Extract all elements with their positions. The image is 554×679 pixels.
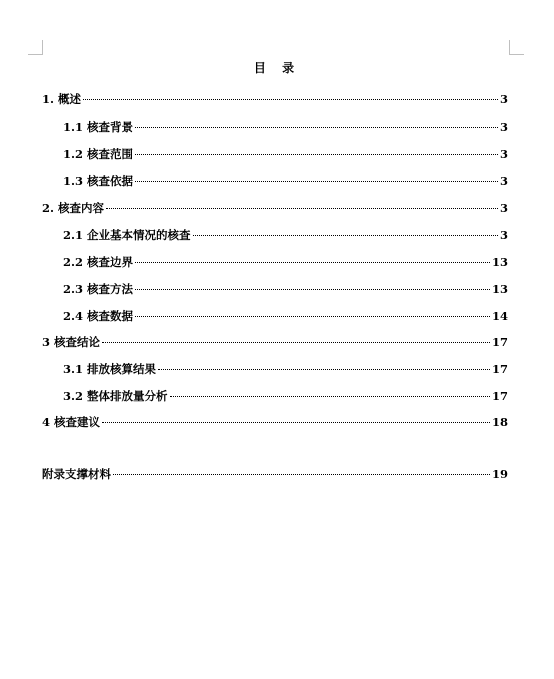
toc-entry-text: 3 核查结论 [42,335,101,349]
toc-page-number: 18 [491,415,508,429]
toc-dot-leader [135,289,490,290]
toc-entry-text: 1.3 核查依据 [63,174,134,188]
toc-entry-text: 2.4 核查数据 [63,309,134,323]
toc-entry-text: 4 核查建议 [42,415,101,429]
toc-dot-leader [135,127,498,128]
toc-page-number: 3 [499,201,508,215]
toc-page-number: 3 [499,147,508,161]
toc-entry-text: 2.2 核查边界 [63,255,134,269]
toc-dot-leader [113,474,490,475]
toc-page-number: 19 [491,467,508,481]
toc-dot-leader [83,99,498,100]
toc-entry-4[interactable] [42,413,508,431]
toc-dot-leader [106,208,498,209]
toc-page-number: 17 [491,362,508,376]
toc-entry-text: 附录支撑材料 [42,467,111,481]
toc-dot-leader [135,262,490,263]
toc-entry-2[interactable] [42,199,508,217]
toc-page-number: 13 [491,255,508,269]
toc-page-number: 17 [491,389,508,403]
toc-entry-1-1[interactable] [63,118,508,136]
toc-entry-2-1[interactable] [63,226,508,244]
toc-entry-text: 3.1 排放核算结果 [63,362,157,376]
toc-entry-text: 1.1 核查背景 [63,120,134,134]
crop-mark-top-right [509,40,524,55]
toc-entry-text: 2.1 企业基本情况的核查 [63,228,191,242]
toc-dot-leader [102,422,490,423]
toc-entry-3-2[interactable] [63,387,508,405]
toc-entry-1-3[interactable] [63,172,508,190]
toc-dot-leader [158,369,490,370]
toc-entry-3[interactable] [42,333,508,351]
toc-page-number: 3 [499,120,508,134]
toc-page-number: 3 [499,174,508,188]
toc-dot-leader [102,342,490,343]
toc-page-number: 17 [491,335,508,349]
toc-entry-1[interactable] [42,90,508,108]
toc-entry-2-2[interactable] [63,253,508,271]
toc-entry-1-2[interactable] [63,145,508,163]
toc-entry-2-3[interactable] [63,280,508,298]
toc-entry-text: 1.2 核查范围 [63,147,134,161]
crop-mark-top-left [28,40,43,55]
toc-entry-text: 3.2 整体排放量分析 [63,389,168,403]
toc-entry-3-1[interactable] [63,360,508,378]
toc-entry-2-4[interactable] [63,307,508,325]
toc-dot-leader [135,154,498,155]
toc-dot-leader [170,396,490,397]
toc-entry-appendix[interactable] [42,465,508,483]
toc-dot-leader [135,316,490,317]
toc-page-number: 3 [499,92,508,106]
toc-page-number: 13 [491,282,508,296]
toc-page-number: 14 [491,309,508,323]
toc-dot-leader [135,181,498,182]
toc-dot-leader [193,235,498,236]
toc-page-number: 3 [499,228,508,242]
toc-entry-text: 1. 概述 [42,92,82,106]
toc-title: 目 录 [253,61,301,75]
toc-entry-text: 2.3 核查方法 [63,282,134,296]
toc-entry-text: 2. 核查内容 [42,201,105,215]
